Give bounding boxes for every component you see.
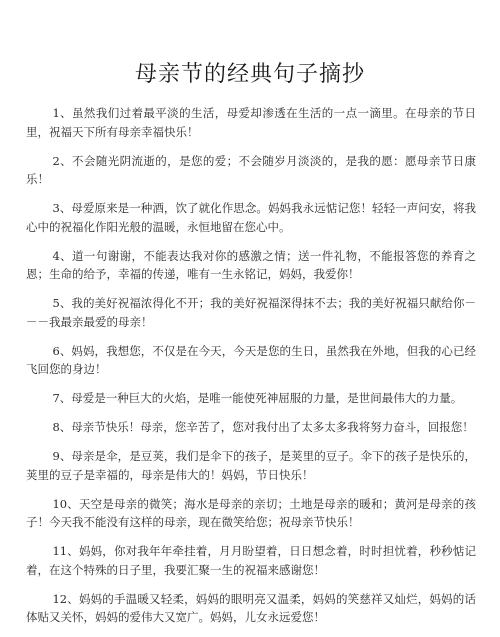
document-body bbox=[26, 104, 476, 637]
paragraph-3: 3、母爱原来是一种酒，饮了就化作思念。妈妈我永远惦记您！轻轻一声问安，将我心中的祝福化作阳光般的温暖，永恒地留在您心中。 bbox=[26, 201, 476, 234]
paragraph-8: 8、母亲节快乐！母亲，您辛苦了，您对我付出了太多太多我将努力奋斗，回报您！ bbox=[52, 420, 474, 434]
paragraph-1: 1、虽然我们过着最平淡的生活，母爱却渗透在生活的一点一滴里。在母亲的节日里，祝福天下所有母亲幸福快乐！ bbox=[26, 106, 476, 139]
paragraph-7: 7、母爱是一种巨大的火焰，是唯一能使死神屈服的力量，是世间最伟大的力量。 bbox=[52, 391, 463, 405]
paragraph-4: 4、道一句谢谢，不能表达我对你的感激之情；送一件礼物，不能报答您的养育之恩；生命的给予，幸福的传递，唯有一生永铭记，妈妈，我爱你！ bbox=[26, 248, 476, 281]
paragraph-11: 11、妈妈，你对我年年牵挂着，月月盼望着，日日想念着，时时担忧着，秒秒惦记着，在这个特殊的日子里，我要汇聚一生的祝福来感谢您！ bbox=[26, 544, 476, 577]
paragraph-10: 10、天空是母亲的微笑；海水是母亲的亲切；土地是母亲的暖和；黄河是母亲的孩子！今天我不能没有这样的母亲，现在微笑给您；祝母亲节快乐！ bbox=[26, 496, 476, 529]
paragraph-5: 5、我的美好祝福浓得化不开；我的美好祝福深得抹不去；我的美好祝福只献给你－－－我最亲最爱的母亲！ bbox=[26, 296, 476, 329]
document-title: 母亲节的经典句子摘抄 bbox=[134, 62, 365, 87]
paragraph-9: 9、母亲是伞，是豆荚，我们是伞下的孩子，是荚里的豆子。伞下的孩子是快乐的，荚里的豆子是幸福的，母亲是伟大的！妈妈，节日快乐！ bbox=[26, 449, 476, 482]
paragraph-6: 6、妈妈，我想您，不仅是在今天，今天是您的生日，虽然我在外地，但我的心已经飞回您的身边！ bbox=[26, 343, 476, 376]
paragraph-2: 2、不会随光阴流逝的，是您的爱；不会随岁月淡淡的，是我的愿：愿母亲节日康乐！ bbox=[26, 153, 476, 186]
paragraph-12: 12、妈妈的手温暖又轻柔，妈妈的眼明亮又温柔，妈妈的笑慈祥又灿烂，妈妈的话体贴又关怀，妈妈的爱伟大又宽广。妈妈，儿女永远爱您！ bbox=[26, 591, 476, 624]
